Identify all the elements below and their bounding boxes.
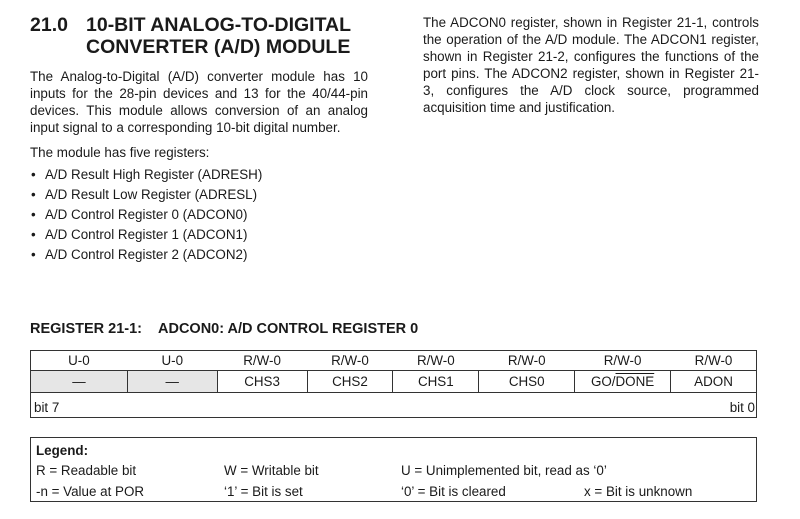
bullet-icon: •	[31, 227, 36, 242]
register-name: ADCON0: A/D CONTROL REGISTER 0	[158, 321, 419, 337]
bit-cell-go-done: GO/DONE	[575, 371, 671, 393]
bullet-icon: •	[31, 207, 36, 222]
bit-cell: —	[127, 371, 217, 393]
section-number: 21.0	[30, 14, 68, 36]
intro-paragraph: The Analog-to-Digital (A/D) converter module has 10 inputs for the 28-pin devices and 13 for the 40/44-pin devices. This module allows conversion of an analog input signal to a corresponding 10-bit digital number.	[30, 69, 368, 135]
legend-por: -n = Value at POR	[36, 484, 145, 499]
bit-cell: CHS0	[479, 371, 575, 393]
register-table	[30, 350, 757, 393]
legend-readable: R = Readable bit	[36, 463, 137, 478]
list-item: • A/D Result High Register (ADRESH)	[30, 165, 368, 185]
bit-name-row	[31, 371, 757, 393]
legend-title: Legend:	[36, 443, 89, 458]
list-item: • A/D Control Register 1 (ADCON1)	[30, 225, 368, 245]
access-cell: U-0	[127, 351, 217, 371]
register-label: REGISTER 21-1:	[30, 321, 142, 337]
bit-cell: —	[31, 371, 128, 393]
bullet-icon: •	[31, 187, 36, 202]
access-cell: R/W-0	[479, 351, 575, 371]
bit-cell: CHS3	[217, 371, 307, 393]
access-cell: R/W-0	[393, 351, 479, 371]
registers-intro: The module has five registers:	[30, 145, 210, 160]
left-column	[30, 68, 368, 265]
access-cell: U-0	[31, 351, 128, 371]
legend-set: ‘1’ = Bit is set	[224, 484, 303, 499]
bullet-icon: •	[31, 247, 36, 262]
bit-cell: CHS1	[393, 371, 479, 393]
bit-low-label: bit 0	[729, 400, 755, 415]
section-heading	[30, 14, 351, 58]
list-item: • A/D Control Register 0 (ADCON0)	[30, 205, 368, 225]
legend-writable: W = Writable bit	[224, 463, 319, 478]
done-overline: DONE	[615, 374, 655, 389]
legend-unknown: x = Bit is unknown	[584, 484, 693, 499]
section-title-line2: CONVERTER (A/D) MODULE	[86, 36, 351, 58]
list-item: • A/D Result Low Register (ADRESL)	[30, 185, 368, 205]
bit-cell: ADON	[671, 371, 757, 393]
bit-high-label: bit 7	[34, 400, 60, 415]
register-list	[30, 165, 368, 265]
access-cell: R/W-0	[217, 351, 307, 371]
legend-unimplemented: U = Unimplemented bit, read as ‘0’	[401, 463, 607, 478]
register-heading	[30, 321, 418, 337]
bullet-icon: •	[31, 167, 36, 182]
register-description: The ADCON0 register, shown in Register 21-1, controls the operation of the A/D module. The ADCON1 register, shown in Register 21-2, configures the functions of the port pins. The ADCON2 register, shown in Register 21-3, configures the A/D clock source, programmed acquisition time and justification.	[423, 15, 759, 115]
right-column	[423, 14, 759, 116]
legend-cleared: ‘0’ = Bit is cleared	[401, 484, 506, 499]
access-cell: R/W-0	[575, 351, 671, 371]
access-row	[31, 351, 757, 371]
section-title-line1: 10-BIT ANALOG-TO-DIGITAL	[86, 14, 352, 36]
list-item: • A/D Control Register 2 (ADCON2)	[30, 245, 368, 265]
access-cell: R/W-0	[307, 351, 393, 371]
access-cell: R/W-0	[671, 351, 757, 371]
bit-cell: CHS2	[307, 371, 393, 393]
legend-box	[30, 437, 757, 502]
